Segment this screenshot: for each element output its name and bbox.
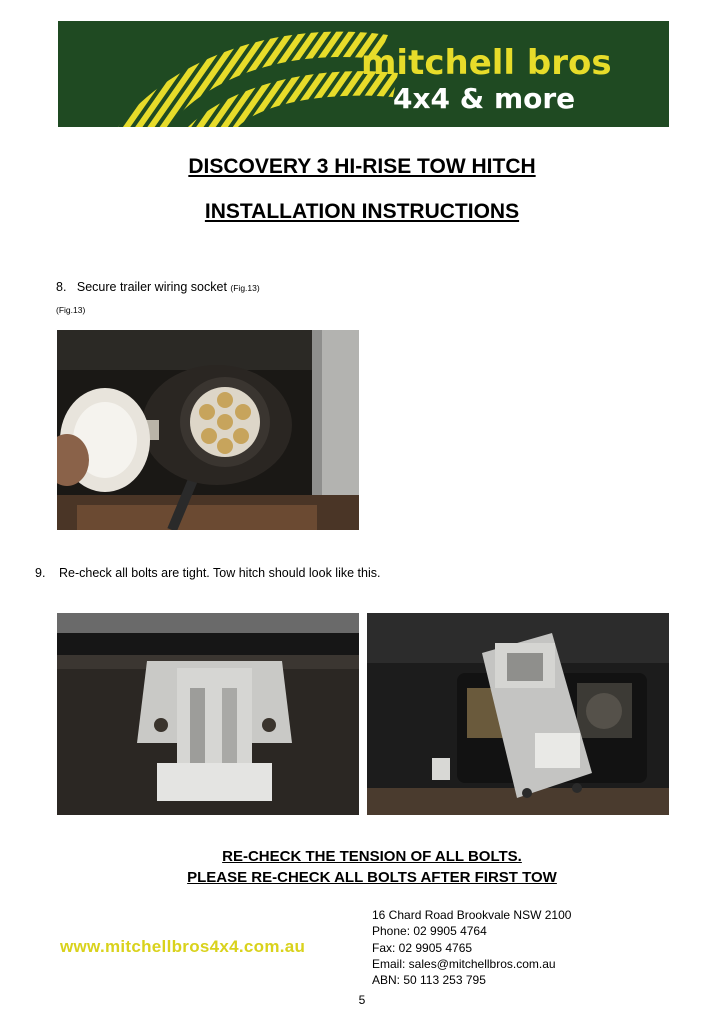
trailer-socket-photo: [57, 330, 359, 530]
page-number: 5: [358, 993, 366, 1007]
contact-address: [372, 907, 571, 988]
brand-tagline: 4x4 & more: [393, 82, 576, 115]
header-banner: [58, 21, 669, 127]
step-text: Secure trailer wiring socket: [76, 280, 227, 294]
brand-name: mitchell bros: [361, 43, 612, 83]
figure-reference: (Fig.13): [230, 283, 260, 293]
figure-label: (Fig.13): [56, 305, 86, 315]
hitch-underside-photo: [57, 613, 359, 815]
address-line: 16 Chard Road Brookvale NSW 2100: [372, 908, 572, 922]
fax-line: Fax: 02 9905 4765: [372, 940, 473, 955]
website-link[interactable]: www.mitchellbros4x4.com.au: [60, 937, 306, 956]
document-subtitle: INSTALLATION INSTRUCTIONS: [204, 200, 520, 223]
step-9: [35, 566, 380, 580]
abn-line: ABN: 50 113 253 795: [372, 973, 486, 988]
step-8: [56, 280, 260, 294]
step-number: 8.: [56, 280, 67, 294]
hitch-installed-photo: [367, 613, 669, 815]
step-text: Re-check all bolts are tight. Tow hitch should look like this.: [59, 566, 381, 580]
step-number: 9.: [35, 566, 46, 580]
phone-line: Phone: 02 9905 4764: [372, 924, 487, 939]
recheck-notice-line-1: RE-CHECK THE TENSION OF ALL BOLTS.: [222, 848, 522, 865]
recheck-notice-line-2: PLEASE RE-CHECK ALL BOLTS AFTER FIRST TOW: [187, 869, 557, 886]
email-line: Email: sales@mitchellbros.com.au: [372, 956, 556, 971]
document-title: DISCOVERY 3 HI-RISE TOW HITCH: [188, 155, 536, 178]
